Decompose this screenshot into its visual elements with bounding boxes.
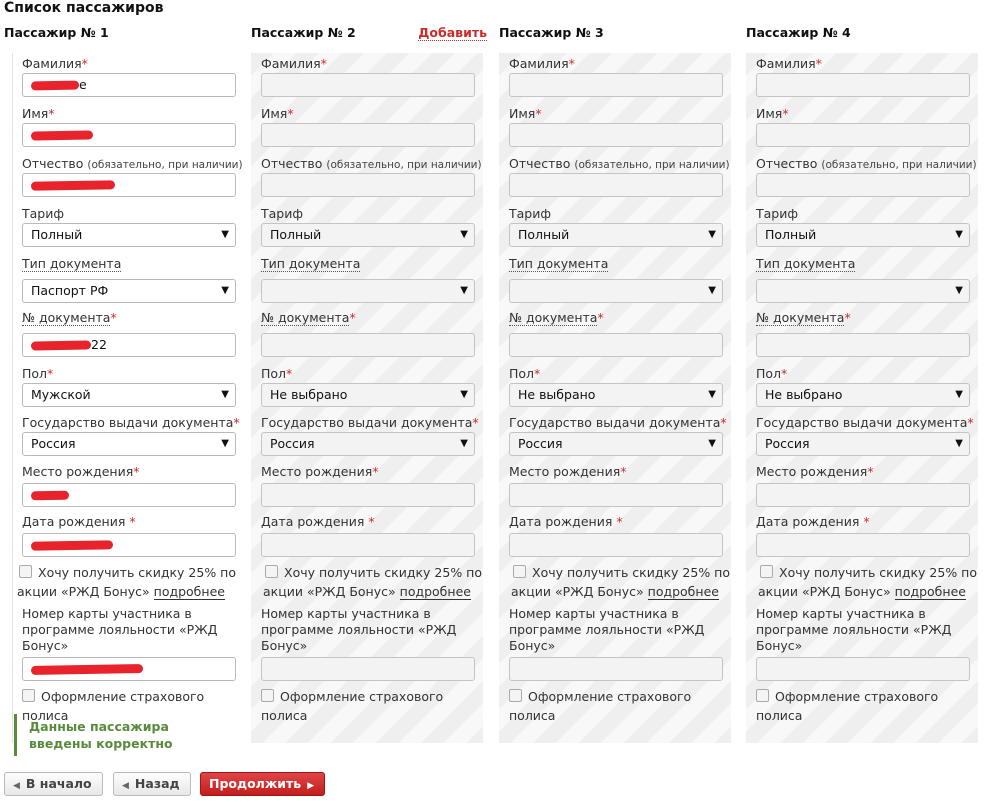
birthdate-field[interactable] [22, 533, 236, 557]
insurance-option[interactable]: Оформление страхового полиса [509, 689, 692, 723]
passenger-column-3 [499, 22, 731, 743]
redacted-scribble [31, 81, 79, 91]
caret-down-icon: ▼ [708, 229, 716, 240]
caret-down-icon: ▼ [955, 285, 963, 296]
redacted-scribble [31, 180, 115, 190]
caret-down-icon: ▼ [708, 285, 716, 296]
discount-option[interactable]: Хочу получить скидку 25% по акции «РЖД Бонус» подробнее [17, 565, 236, 599]
tariff-label: Тариф [756, 206, 799, 221]
discount-option[interactable]: Хочу получить скидку 25% по акции «РЖД Бонус» подробнее [758, 565, 977, 599]
birthplace-field[interactable] [509, 483, 723, 507]
passenger-form-3: Фамилия* Имя* Отчество (обязательно, при наличии) Тариф Полный ▼ Тип документа ▼ № документа* Пол* Не выбрано ▼ Государство выдачи документа* Россия ▼ Место рождения* Дата рождения * Хочу получить скидку 25% по акции «РЖД Бонус» подробнее Номер карты участника в программе лояльности «РЖД Бонус» Оформление страхового полиса [499, 53, 731, 743]
caret-down-icon: ▼ [955, 438, 963, 449]
tariff-select[interactable]: Полный ▼ [509, 223, 723, 247]
discount-more-link[interactable]: подробнее [647, 584, 719, 599]
patronymic-field[interactable] [756, 173, 970, 197]
birthplace-label: Место рождения [22, 464, 134, 479]
name-label: Имя [509, 106, 536, 121]
birthplace-label: Место рождения [261, 464, 373, 479]
discount-checkbox[interactable] [513, 565, 526, 578]
birthdate-label: Дата рождения [756, 514, 860, 529]
arrow-right-icon: ▶ [307, 781, 315, 791]
patronymic-field[interactable] [22, 173, 236, 197]
doc-number-label[interactable]: № документа [509, 310, 598, 325]
insurance-checkbox[interactable] [509, 689, 522, 702]
birthplace-label: Место рождения [756, 464, 868, 479]
passenger-form-2: Фамилия* Имя* Отчество (обязательно, при наличии) Тариф Полный ▼ Тип документа ▼ № документа* Пол* Не выбрано ▼ Государство выдачи документа* Россия ▼ Место рождения* Дата рождения * Хочу получить скидку 25% по акции «РЖД Бонус» подробнее Номер карты участника в программе лояльности «РЖД Бонус» Оформление страхового полиса [251, 53, 483, 743]
doc-type-select[interactable] [756, 279, 970, 303]
passenger-title-1: Пассажир № 1 [4, 25, 109, 40]
caret-down-icon: ▼ [460, 438, 468, 449]
redacted-scribble [31, 491, 69, 501]
caret-down-icon: ▼ [708, 438, 716, 449]
patronymic-label: Отчество [22, 156, 84, 171]
insurance-checkbox[interactable] [756, 689, 769, 702]
surname-label: Фамилия [261, 56, 321, 71]
loyalty-label: Номер карты участника в программе лояльности «РЖД Бонус» [509, 606, 705, 653]
discount-more-link[interactable]: подробнее [153, 584, 225, 599]
surname-field[interactable] [509, 73, 723, 97]
gender-select[interactable]: Не выбрано ▼ [261, 383, 475, 407]
arrow-left-icon: ◀ [13, 781, 20, 791]
doc-country-label: Государство выдачи документа [22, 415, 234, 430]
tariff-select[interactable]: Полный ▼ [756, 223, 970, 247]
tariff-label: Тариф [509, 206, 552, 221]
caret-down-icon: ▼ [221, 438, 229, 449]
patronymic-field[interactable] [261, 173, 475, 197]
insurance-option[interactable]: Оформление страхового полиса [756, 689, 939, 723]
doc-country-select[interactable]: Россия ▼ [509, 432, 723, 456]
passenger-column-2 [251, 22, 487, 743]
gender-label: Пол [261, 366, 287, 381]
surname-label: Фамилия [509, 56, 569, 71]
passenger-form-1: Фамилия* е Имя* Отчество (обязательно, при наличии) Тариф Полный ▼ Тип документа Паспорт РФ ▼ № документа* 22 Пол* Мужской ▼ Государство выдачи документа* Россия ▼ Место рождения* Дата рождения * Хочу получить скидку 25% по акции «РЖД Бонус» подробнее Номер карты участника в программе лояльности «РЖД Бонус» Оформление страхового полиса [12, 53, 236, 743]
tariff-label: Тариф [22, 206, 65, 221]
redacted-scribble [31, 340, 91, 350]
passenger-title-3: Пассажир № 3 [499, 25, 604, 40]
birthdate-field[interactable] [756, 533, 970, 557]
doc-type-select[interactable] [261, 279, 475, 303]
gender-label: Пол [509, 366, 535, 381]
doc-type-label[interactable]: Тип документа [756, 256, 856, 271]
doc-country-label: Государство выдачи документа [756, 415, 968, 430]
caret-down-icon: ▼ [708, 389, 716, 400]
back-button[interactable]: ◀ Назад [113, 772, 191, 796]
caret-down-icon: ▼ [221, 389, 229, 400]
caret-down-icon: ▼ [955, 229, 963, 240]
patronymic-field[interactable] [509, 173, 723, 197]
tariff-select[interactable]: Полный ▼ [261, 223, 475, 247]
arrow-left-icon: ◀ [122, 781, 129, 791]
add-passenger-link[interactable]: Добавить [418, 25, 487, 40]
name-field[interactable] [261, 123, 475, 147]
doc-type-label[interactable]: Тип документа [22, 256, 122, 271]
gender-select[interactable]: Не выбрано ▼ [756, 383, 970, 407]
doc-country-label: Государство выдачи документа [261, 415, 473, 430]
loyalty-label: Номер карты участника в программе лояльности «РЖД Бонус» [756, 606, 952, 653]
caret-down-icon: ▼ [221, 229, 229, 240]
insurance-option[interactable]: Оформление страхового полиса [22, 689, 205, 723]
loyalty-label: Номер карты участника в программе лояльности «РЖД Бонус» [261, 606, 457, 653]
doc-country-select[interactable]: Россия ▼ [22, 432, 236, 456]
doc-number-field[interactable]: 22 [22, 333, 236, 357]
redacted-scribble [31, 540, 113, 550]
birthdate-label: Дата рождения [22, 514, 126, 529]
patronymic-label: Отчество [261, 156, 323, 171]
discount-checkbox[interactable] [760, 565, 773, 578]
birthplace-field[interactable] [756, 483, 970, 507]
discount-checkbox[interactable] [19, 565, 32, 578]
start-button[interactable]: ◀ В начало [4, 772, 103, 796]
caret-down-icon: ▼ [221, 285, 229, 296]
discount-more-link[interactable]: подробнее [399, 584, 471, 599]
doc-type-label[interactable]: Тип документа [509, 256, 609, 271]
gender-label: Пол [22, 366, 48, 381]
doc-number-label[interactable]: № документа [22, 310, 111, 325]
redacted-scribble [31, 664, 143, 675]
surname-field[interactable] [756, 73, 970, 97]
passenger-title-4: Пассажир № 4 [746, 25, 851, 40]
validation-status: Данные пассажира введены корректно [14, 714, 209, 756]
patronymic-label: Отчество [509, 156, 571, 171]
doc-number-label[interactable]: № документа [756, 310, 845, 325]
insurance-checkbox[interactable] [261, 689, 274, 702]
birthplace-label: Место рождения [509, 464, 621, 479]
loyalty-field[interactable] [756, 657, 970, 681]
gender-select[interactable]: Не выбрано ▼ [509, 383, 723, 407]
tariff-label: Тариф [261, 206, 304, 221]
caret-down-icon: ▼ [460, 229, 468, 240]
doc-type-select[interactable]: Паспорт РФ ▼ [22, 279, 236, 303]
name-field[interactable] [756, 123, 970, 147]
caret-down-icon: ▼ [955, 389, 963, 400]
discount-option[interactable]: Хочу получить скидку 25% по акции «РЖД Бонус» подробнее [263, 565, 482, 599]
doc-number-field[interactable] [756, 333, 970, 357]
insurance-checkbox[interactable] [22, 689, 35, 702]
surname-label: Фамилия [22, 56, 82, 71]
doc-type-select[interactable] [509, 279, 723, 303]
surname-field[interactable]: е [22, 73, 236, 97]
surname-field[interactable] [261, 73, 475, 97]
insurance-option[interactable]: Оформление страхового полиса [261, 689, 444, 723]
loyalty-label: Номер карты участника в программе лояльности «РЖД Бонус» [22, 606, 218, 653]
birthplace-field[interactable] [261, 483, 475, 507]
surname-label: Фамилия [756, 56, 816, 71]
doc-number-field[interactable] [261, 333, 475, 357]
discount-checkbox[interactable] [265, 565, 278, 578]
doc-type-label[interactable]: Тип документа [261, 256, 361, 271]
caret-down-icon: ▼ [460, 285, 468, 296]
birthdate-field[interactable] [509, 533, 723, 557]
name-label: Имя [22, 106, 49, 121]
passenger-column-1 [4, 22, 243, 743]
gender-select[interactable]: Мужской ▼ [22, 383, 236, 407]
birthplace-field[interactable] [22, 483, 236, 507]
discount-more-link[interactable]: подробнее [894, 584, 966, 599]
doc-country-label: Государство выдачи документа [509, 415, 721, 430]
birthdate-label: Дата рождения [261, 514, 365, 529]
loyalty-field[interactable] [22, 657, 236, 681]
caret-down-icon: ▼ [460, 389, 468, 400]
patronymic-label: Отчество [756, 156, 818, 171]
name-field[interactable] [509, 123, 723, 147]
birthdate-field[interactable] [261, 533, 475, 557]
name-field[interactable] [22, 123, 236, 147]
doc-number-field[interactable] [509, 333, 723, 357]
page-title: Список пассажиров [4, 0, 164, 16]
passenger-title-2: Пассажир № 2 [251, 25, 356, 40]
passenger-form-4: Фамилия* Имя* Отчество (обязательно, при наличии) Тариф Полный ▼ Тип документа ▼ № документа* Пол* Не выбрано ▼ Государство выдачи документа* Россия ▼ Место рождения* Дата рождения * Хочу получить скидку 25% по акции «РЖД Бонус» подробнее Номер карты участника в программе лояльности «РЖД Бонус» Оформление страхового полиса [746, 53, 978, 743]
tariff-select[interactable]: Полный ▼ [22, 223, 236, 247]
birthdate-label: Дата рождения [509, 514, 613, 529]
loyalty-field[interactable] [261, 657, 475, 681]
name-label: Имя [261, 106, 288, 121]
doc-number-label[interactable]: № документа [261, 310, 350, 325]
name-label: Имя [756, 106, 783, 121]
doc-country-select[interactable]: Россия ▼ [261, 432, 475, 456]
redacted-scribble [31, 130, 93, 140]
continue-button[interactable]: Продолжить ▶ [200, 772, 325, 796]
discount-option[interactable]: Хочу получить скидку 25% по акции «РЖД Бонус» подробнее [511, 565, 730, 599]
loyalty-field[interactable] [509, 657, 723, 681]
gender-label: Пол [756, 366, 782, 381]
passenger-column-4 [746, 22, 978, 743]
doc-country-select[interactable]: Россия ▼ [756, 432, 970, 456]
